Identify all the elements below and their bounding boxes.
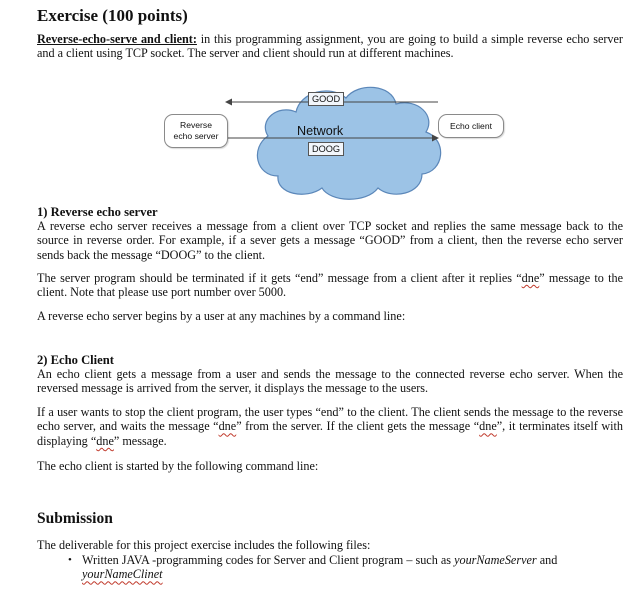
list-item: • Written JAVA -programming codes for Server and Client program – such as yourNameServer and yourNameClinet bbox=[68, 553, 558, 582]
section1-paragraph1: A reverse echo server receives a message from a client over TCP socket and replies the same message back to the source in reverse order. For example, if a sever gets a message “GOOD” from a client, then the reverse echo server sends back the message “DOOG” to the client. bbox=[37, 219, 623, 262]
intro-lead: Reverse-echo-serve and client: bbox=[37, 32, 197, 46]
server-box-line1: Reverse bbox=[180, 120, 212, 130]
intro-paragraph bbox=[37, 32, 623, 61]
submission-paragraph: The deliverable for this project exercise includes the following files: bbox=[37, 538, 371, 552]
network-cloud-shape bbox=[257, 87, 440, 199]
doog-message-tag: DOOG bbox=[308, 142, 344, 156]
network-diagram bbox=[160, 76, 520, 202]
section2-paragraph1: An echo client gets a message from a user and sends the message to the connected reverse echo server. When the reversed message is arrived from the server, it displays the message to the users. bbox=[37, 367, 623, 396]
server-name-example: yourNameServer bbox=[454, 553, 537, 567]
section1-heading: 1) Reverse echo server bbox=[37, 205, 158, 219]
intro-text: in this programming assignment, you are going to build a simple reverse echo server and a client using TCP socket. The server and client should run at different machines. bbox=[37, 32, 623, 61]
dne-word: dne bbox=[479, 419, 497, 434]
server-box-label bbox=[174, 120, 219, 142]
client-name-example: yourNameClinet bbox=[82, 567, 163, 582]
dne-word: dne bbox=[96, 433, 114, 448]
client-box-label: Echo client bbox=[449, 120, 493, 131]
dne-word: dne bbox=[521, 271, 540, 285]
bullet-icon: • bbox=[68, 554, 72, 566]
section1-paragraph3: A reverse echo server begins by a user at any machines by a command line: bbox=[37, 309, 406, 323]
section1-paragraph2: The server program should be terminated if it gets “end” message from a client after it replies “dne” message to the client. Note that please use port number over 5000. bbox=[37, 271, 623, 300]
deliverables-list bbox=[66, 553, 626, 582]
submission-heading: Submission bbox=[37, 510, 113, 527]
server-box-line2: echo server bbox=[173, 131, 219, 141]
section2-paragraph2: If a user wants to stop the client program, the user types “end” to the client. The client sends the message to the reverse echo server, and waits the message “dne” from the server. If the client gets the message “dne”, it terminates itself with displaying “dne” message. bbox=[37, 405, 624, 448]
exercise-title: Exercise (100 points) bbox=[37, 6, 188, 25]
reverse-echo-server-box bbox=[164, 114, 228, 148]
section2-heading: 2) Echo Client bbox=[37, 353, 114, 367]
network-label: Network bbox=[297, 124, 344, 138]
section2-paragraph3: The echo client is started by the following command line: bbox=[37, 459, 319, 473]
dne-word: dne bbox=[218, 419, 237, 434]
echo-client-box bbox=[438, 114, 504, 138]
good-message-tag: GOOD bbox=[308, 92, 344, 106]
